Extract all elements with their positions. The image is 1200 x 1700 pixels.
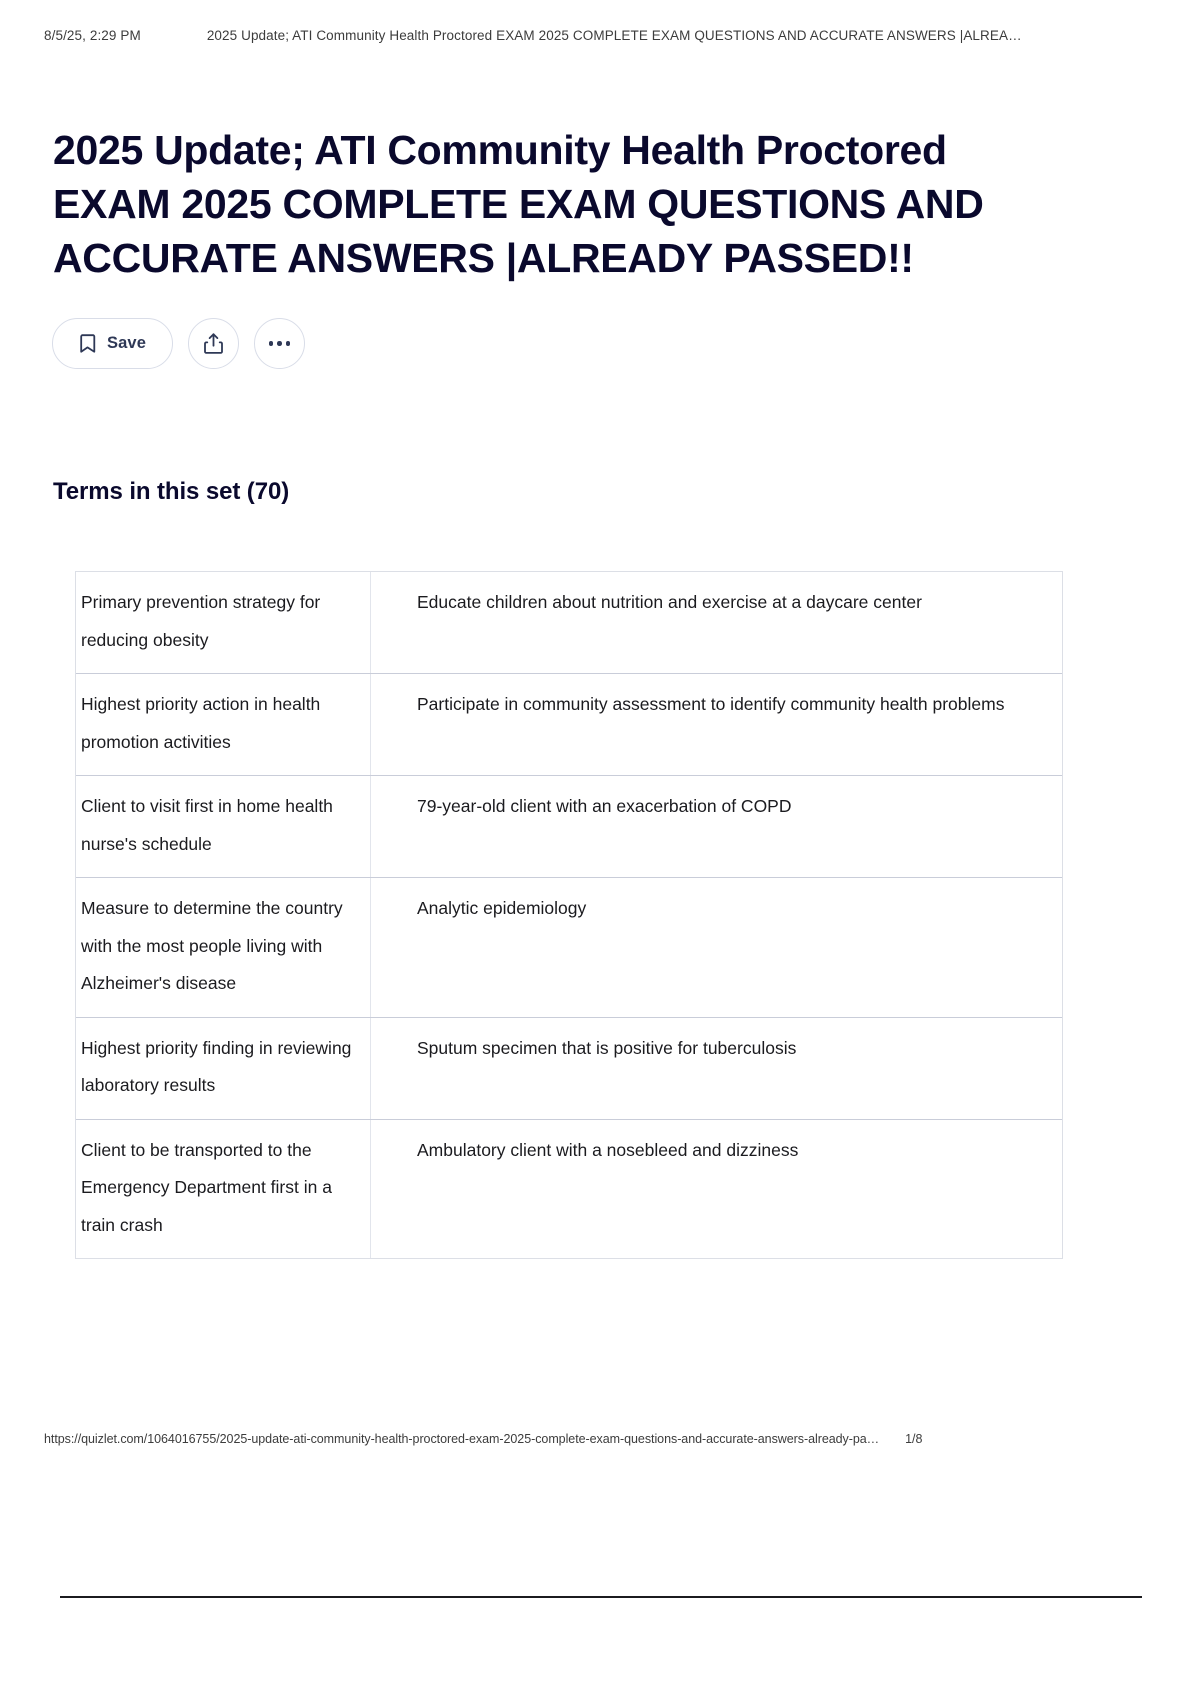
table-row[interactable] <box>76 776 1062 878</box>
definition-cell: Educate children about nutrition and exercise at a daycare center <box>417 592 922 612</box>
terms-table <box>75 571 1063 1259</box>
save-button[interactable] <box>52 318 173 369</box>
page-bottom-divider <box>60 1596 1142 1598</box>
footer-page-number: 1/8 <box>905 1432 923 1446</box>
table-row[interactable] <box>76 878 1062 1018</box>
term-cell: Client to visit first in home health nurse's schedule <box>76 776 371 877</box>
print-timestamp: 8/5/25, 2:29 PM <box>44 28 141 43</box>
page-title: 2025 Update; ATI Community Health Proctored EXAM 2025 COMPLETE EXAM QUESTIONS AND ACCURATE ANSWERS |ALREADY PASSED!! <box>53 127 984 282</box>
terms-section-heading: Terms in this set (70) <box>53 478 290 505</box>
share-upload-icon <box>203 332 224 355</box>
definition-cell: Ambulatory client with a nosebleed and dizziness <box>417 1139 799 1160</box>
table-row[interactable] <box>76 1018 1062 1120</box>
table-row[interactable] <box>76 572 1062 674</box>
term-cell: Highest priority action in health promotion activities <box>76 674 371 775</box>
share-button[interactable] <box>188 318 239 369</box>
more-options-button[interactable] <box>254 318 305 369</box>
table-row[interactable] <box>76 1120 1062 1259</box>
definition-cell: 79-year-old client with an exacerbation of COPD <box>417 796 792 816</box>
print-header-title: 2025 Update; ATI Community Health Proctored EXAM 2025 COMPLETE EXAM QUESTIONS AND ACCURATE ANSWERS |ALREA… <box>206 28 1022 43</box>
term-cell: Primary prevention strategy for reducing obesity <box>76 572 371 673</box>
ellipsis-horizontal-icon <box>269 341 291 346</box>
definition-cell: Sputum specimen that is positive for tuberculosis <box>417 1037 797 1058</box>
bookmark-icon <box>79 333 96 354</box>
definition-cell: Participate in community assessment to identify community health problems <box>417 694 1005 714</box>
action-toolbar <box>52 318 305 369</box>
definition-cell: Analytic epidemiology <box>417 898 587 918</box>
print-footer <box>0 1432 1200 1446</box>
table-row[interactable] <box>76 674 1062 776</box>
footer-source-url: https://quizlet.com/1064016755/2025-update-ati-community-health-proctored-exam-2025-complete-exam-questions-and-accurate-answers-already-pa… <box>44 1432 880 1446</box>
term-cell: Measure to determine the country with the most people living with Alzheimer's disease <box>76 878 371 1017</box>
term-cell: Client to be transported to the Emergency Department first in a train crash <box>76 1120 371 1259</box>
term-cell: Highest priority finding in reviewing laboratory results <box>76 1018 371 1119</box>
save-button-label: Save <box>107 334 146 352</box>
